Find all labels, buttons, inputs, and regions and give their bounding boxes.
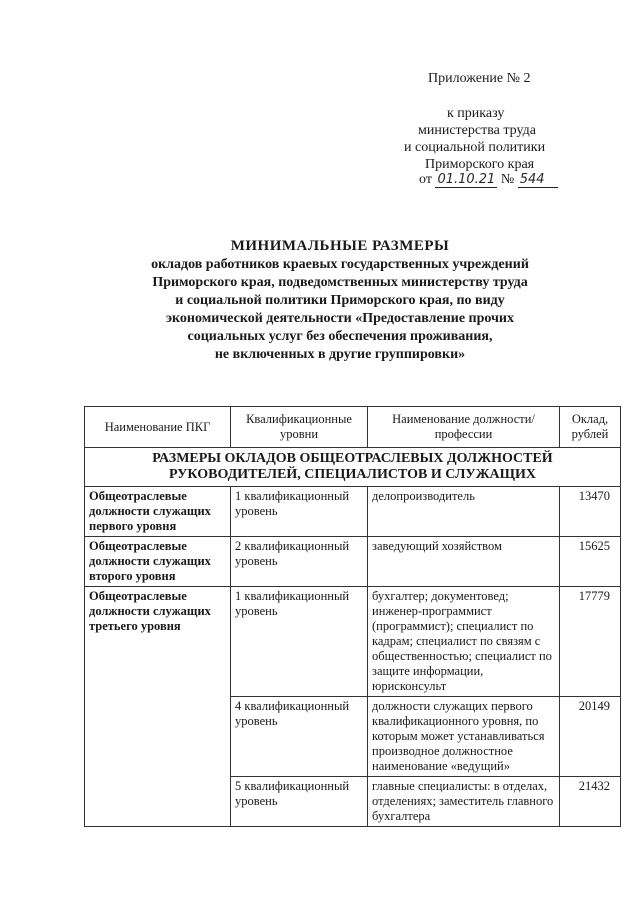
section-title: РАЗМЕРЫ ОКЛАДОВ ОБЩЕОТРАСЛЕВЫХ ДОЛЖНОСТЕЙ РУКОВОДИТЕЛЕЙ, СПЕЦИАЛИСТОВ И СЛУЖАЩИХ [85,448,621,487]
date-prefix: от [419,172,432,187]
table-row [85,537,621,587]
cell-level: 4 квалификационный уровень [231,697,368,777]
subtitle-line: экономической деятельности «Предоставление прочих [165,311,514,326]
cell-position: заведующий хозяйством [368,537,560,587]
subtitle-line: социальных услуг без обеспечения проживания, [187,329,493,344]
cell-position: должности служащих первого квалификационного уровня, по которым может устанавливаться производное должностное наименование «ведущий» [368,697,560,777]
cell-salary: 15625 [560,537,621,587]
cell-pkg: Общеотраслевые должности служащих третьего уровня [85,587,231,827]
appendix-line-2: министерства труда [418,123,536,138]
header-position: Наименование должности/профессии [368,407,560,448]
subtitle-line: не включенных в другие группировки» [214,347,466,362]
cell-position: делопроизводитель [368,487,560,537]
subtitle-line: Приморского края, подведомственных министерству труда [152,275,528,290]
subtitle-line: и социальной политики Приморского края, по виду [175,293,505,308]
section-row [85,448,621,487]
header-salary: Оклад, рублей [560,407,621,448]
cell-level: 1 квалификационный уровень [231,587,368,697]
cell-pkg: Общеотраслевые должности служащих первого уровня [85,487,231,537]
handwritten-date: 01.10.21 [437,172,496,187]
subtitle-line: окладов работников краевых государственных учреждений [151,257,529,272]
header-levels: Квалификационные уровни [231,407,368,448]
appendix-line-3: и социальной политики [404,140,546,155]
cell-level: 5 квалификационный уровень [231,777,368,827]
table-header-row [85,407,621,448]
cell-salary: 21432 [560,777,621,827]
cell-level: 2 квалификационный уровень [231,537,368,587]
appendix-line-1: к приказу [447,106,505,121]
cell-level: 1 квалификационный уровень [231,487,368,537]
cell-salary: 20149 [560,697,621,777]
appendix-title: Приложение № 2 [428,71,531,86]
table-row [85,487,621,537]
document-title: МИНИМАЛЬНЫЕ РАЗМЕРЫ [230,238,450,254]
handwritten-number: 544 [518,172,558,188]
document-heading [100,237,580,364]
cell-salary: 13470 [560,487,621,537]
table-row [85,587,621,697]
cell-pkg: Общеотраслевые должности служащих второго уровня [85,537,231,587]
order-date-number [419,172,558,188]
cell-position: бухгалтер; документовед; инженер-программист (программист); специалист по кадрам; специалист по связям с общественностью; специалист по защите информации, юрисконсульт [368,587,560,697]
salary-table [84,406,621,827]
number-prefix: № [500,172,515,187]
cell-position: главные специалисты: в отделах, отделениях; заместитель главного бухгалтера [368,777,560,827]
appendix-line-4: Приморского края [425,157,535,172]
header-pkg: Наименование ПКГ [85,407,231,448]
cell-salary: 17779 [560,587,621,697]
